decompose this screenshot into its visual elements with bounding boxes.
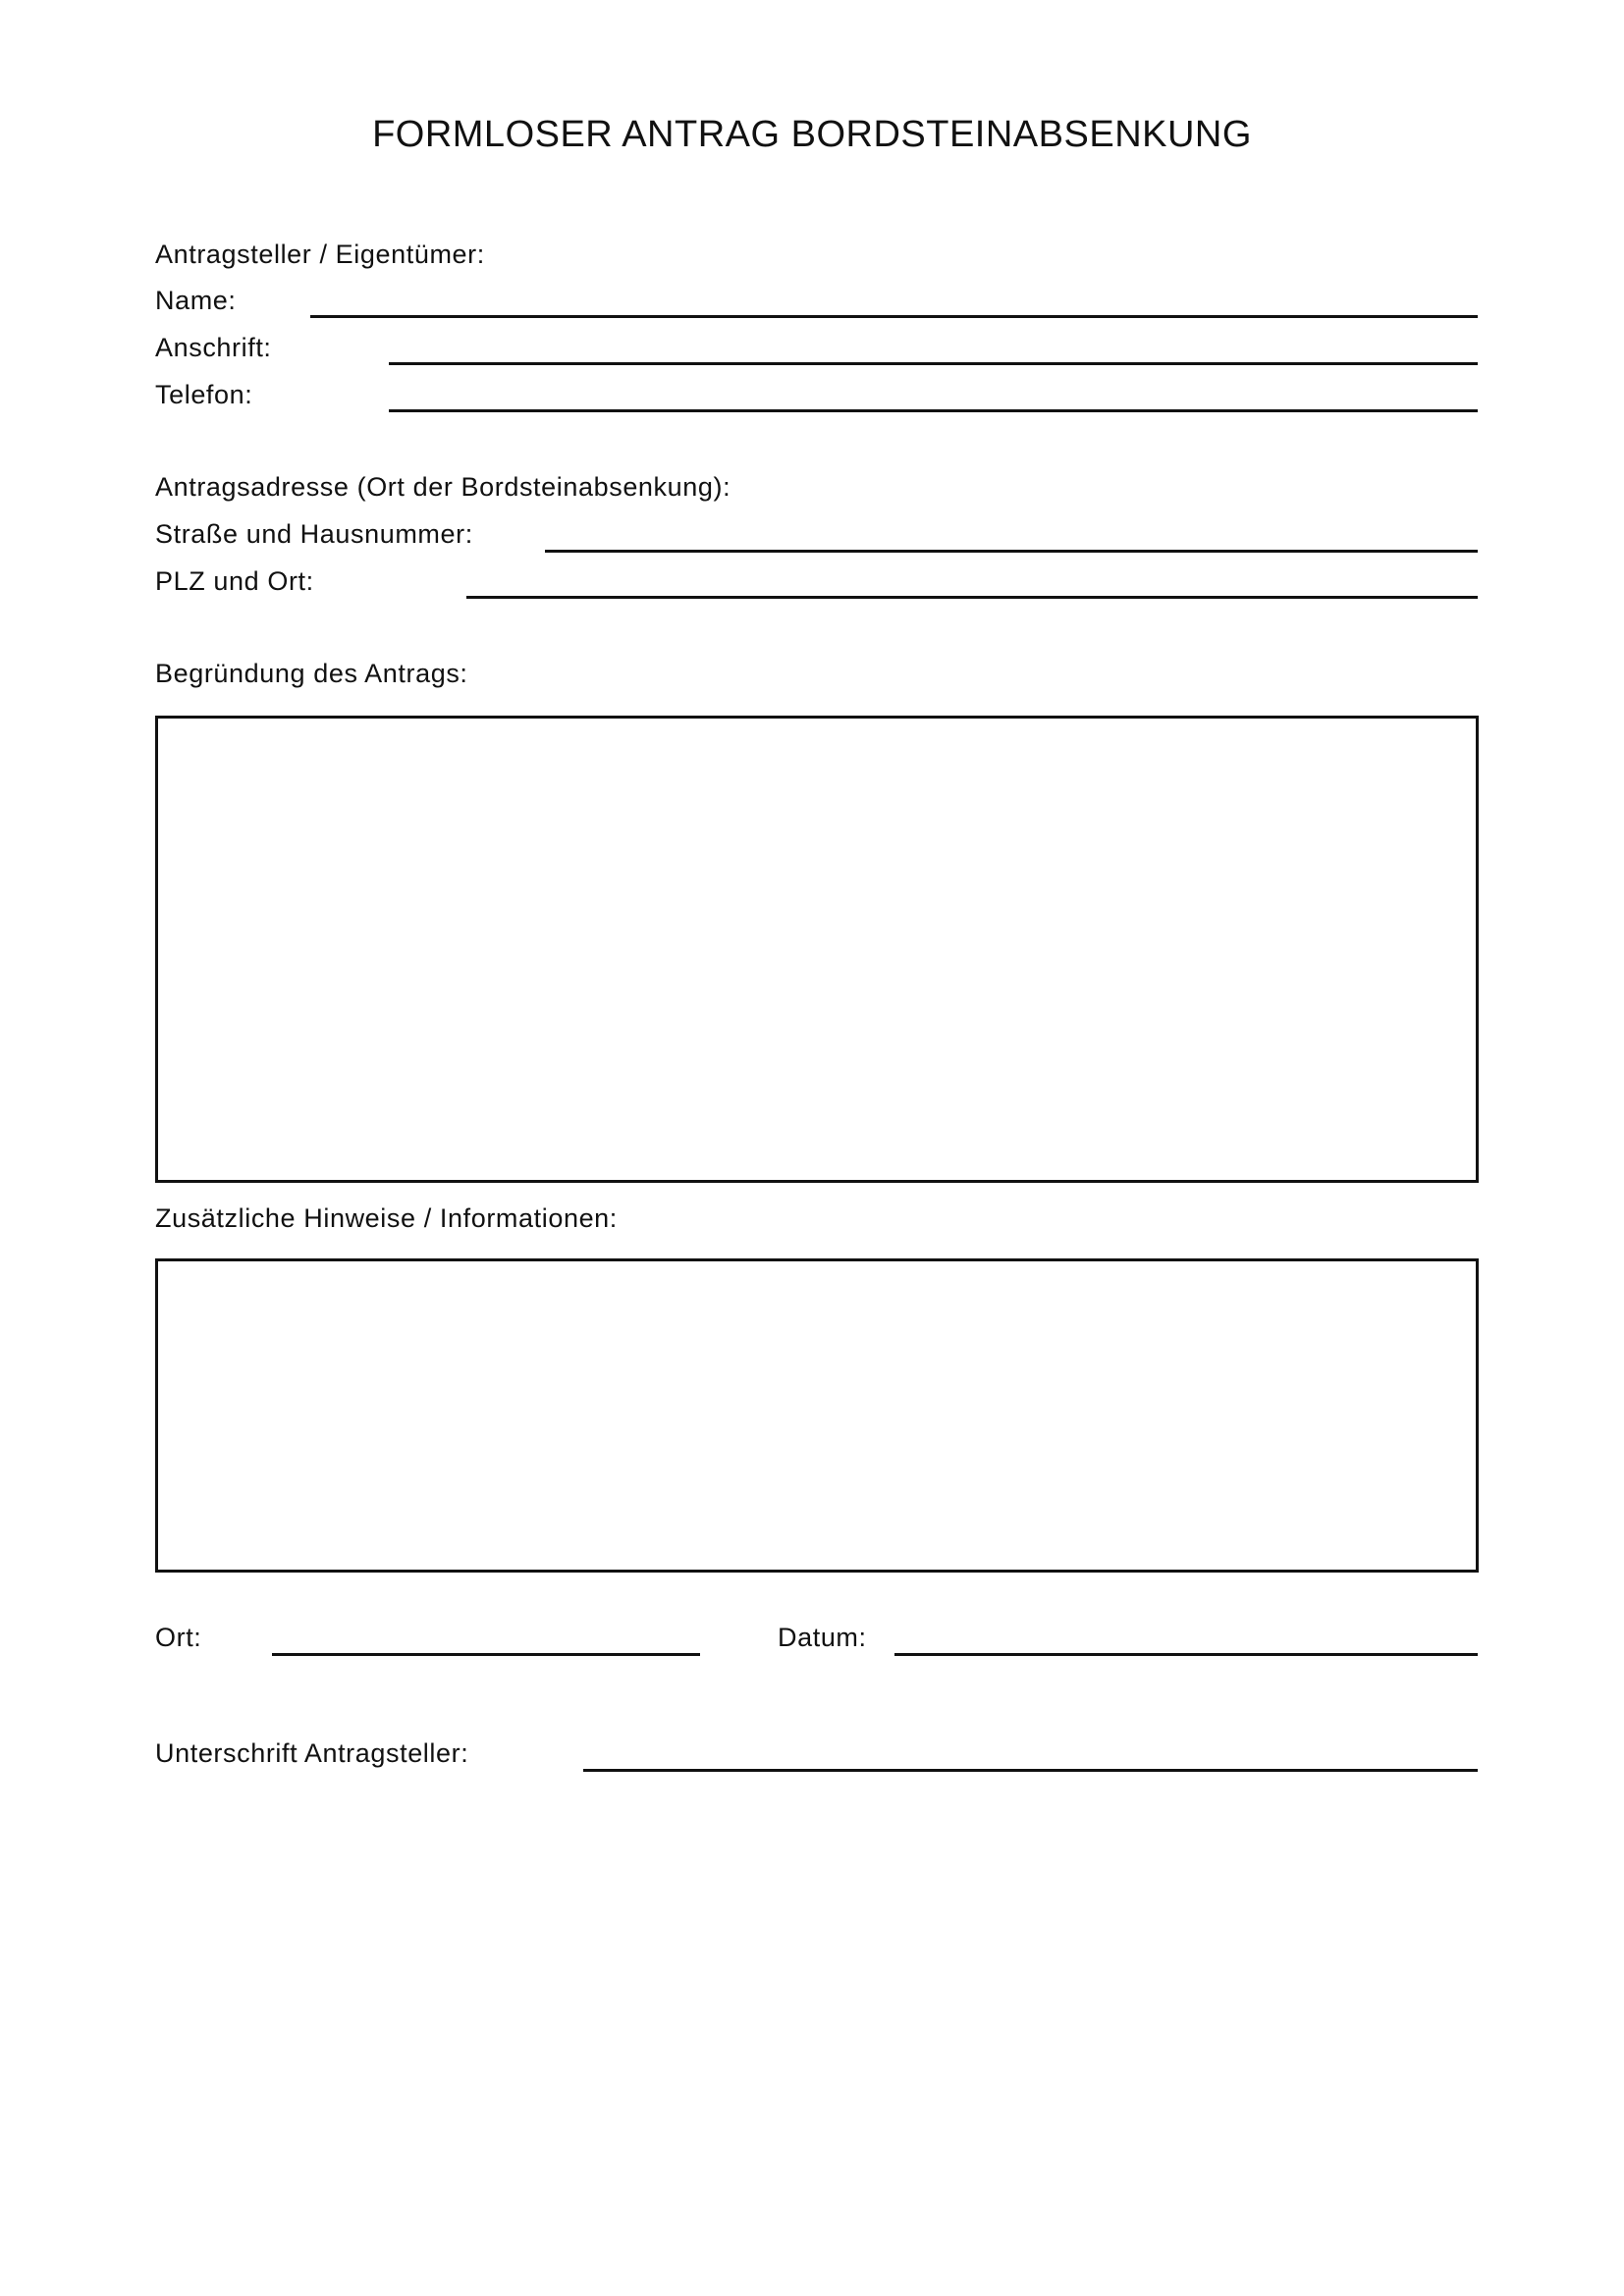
- notes-heading: Zusätzliche Hinweise / Informationen:: [155, 1203, 618, 1233]
- zip-city-label: PLZ und Ort:: [155, 566, 314, 596]
- name-field[interactable]: [310, 315, 1478, 318]
- date-field[interactable]: [894, 1653, 1478, 1656]
- applicant-heading: Antragsteller / Eigentümer:: [155, 240, 485, 269]
- signature-label: Unterschrift Antragsteller:: [155, 1738, 469, 1768]
- street-label: Straße und Hausnummer:: [155, 519, 473, 549]
- zip-city-field[interactable]: [466, 596, 1478, 599]
- signature-field[interactable]: [583, 1769, 1478, 1772]
- form-title: FORMLOSER ANTRAG BORDSTEINABSENKUNG: [372, 114, 1252, 155]
- notes-textarea[interactable]: [155, 1258, 1479, 1573]
- reason-heading: Begründung des Antrags:: [155, 659, 468, 688]
- site-heading: Antragsadresse (Ort der Bordsteinabsenkung):: [155, 472, 731, 502]
- place-field[interactable]: [272, 1653, 700, 1656]
- street-field[interactable]: [545, 550, 1478, 553]
- phone-field[interactable]: [389, 409, 1478, 412]
- reason-textarea[interactable]: [155, 716, 1479, 1183]
- address-field[interactable]: [389, 362, 1478, 365]
- phone-label: Telefon:: [155, 380, 253, 409]
- address-label: Anschrift:: [155, 333, 272, 362]
- name-label: Name:: [155, 286, 237, 315]
- place-label: Ort:: [155, 1623, 202, 1652]
- date-label: Datum:: [778, 1623, 867, 1652]
